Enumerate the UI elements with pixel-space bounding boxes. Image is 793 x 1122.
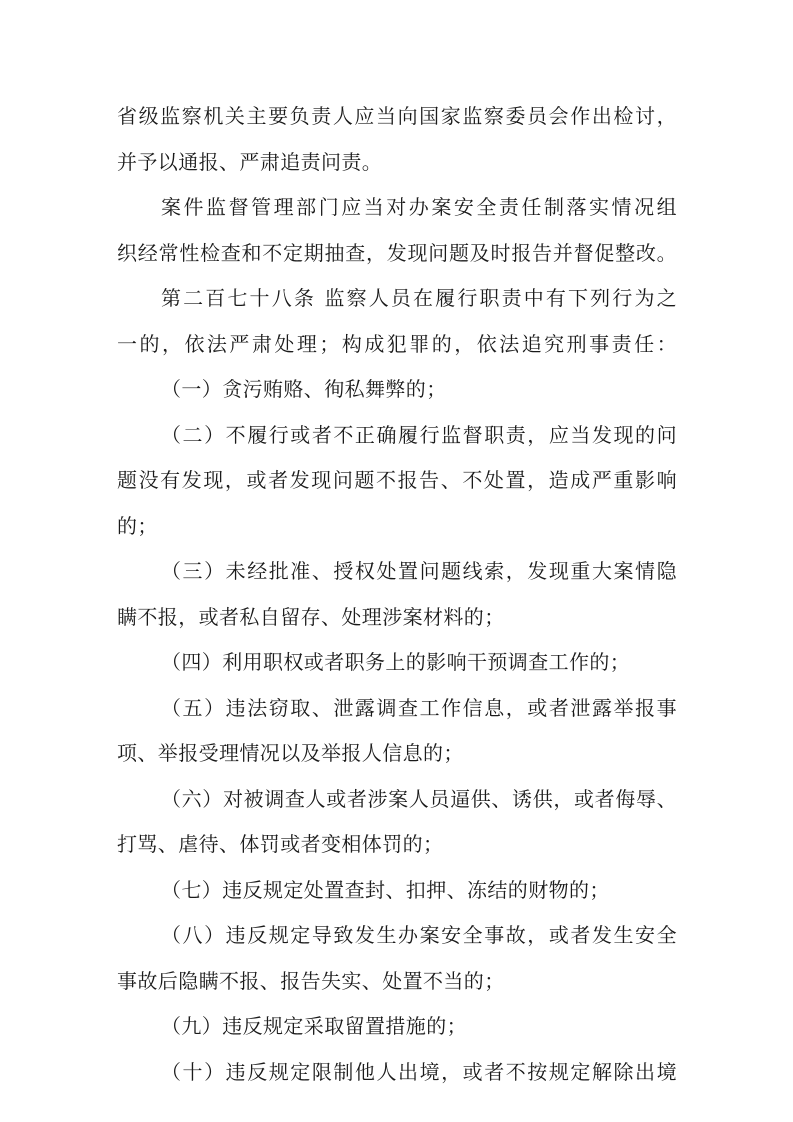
- text-line: 省级监察机关主要负责人应当向国家监察委员会作出检讨，: [117, 104, 677, 128]
- list-item: （二）不履行或者不正确履行监督职责，应当发现的问: [161, 422, 677, 447]
- text-line: 打骂、虐待、体罚或者变相体罚的；: [117, 832, 444, 856]
- article-heading-line: 第二百七十八条 监察人员在履行职责中有下列行为之: [161, 286, 677, 310]
- list-item: （七）违反规定处置查封、扣押、冻结的财物的；: [161, 877, 610, 902]
- list-item: （三）未经批准、授权处置问题线索，发现重大案情隐: [161, 559, 677, 583]
- text-line: 题没有发现，或者发现问题不报告、不处置，造成严重影响: [117, 468, 677, 492]
- list-item: （五）违法窃取、泄露调查工作信息，或者泄露举报事: [161, 695, 677, 720]
- text-line: 并予以通报、严肃追责问责。: [117, 149, 383, 174]
- text-line: 项、举报受理情况以及举报人信息的；: [117, 741, 464, 765]
- list-item: （八）违反规定导致发生办案安全事故，或者发生安全: [161, 923, 677, 947]
- text-line: 一的，依法严肃处理；构成犯罪的，依法追究刑事责任：: [117, 331, 677, 356]
- text-line: 的；: [117, 513, 158, 538]
- list-item: （四）利用职权或者职务上的影响干预调查工作的；: [161, 650, 631, 674]
- text-line: 事故后隐瞒不报、报告失实、处置不当的；: [117, 968, 505, 993]
- list-item: （十）违反规定限制他人出境，或者不按规定解除出境: [161, 1059, 677, 1084]
- text-line: 案件监督管理部门应当对办案安全责任制落实情况组: [161, 195, 677, 219]
- text-line: 织经常性检查和不定期抽查，发现问题及时报告并督促整改。: [117, 240, 677, 265]
- list-item: （九）违反规定采取留置措施的；: [161, 1014, 467, 1038]
- text-line: 瞒不报，或者私自留存、处理涉案材料的；: [117, 604, 505, 629]
- list-item: （一）贪污贿赂、徇私舞弊的；: [161, 377, 447, 401]
- document-body: [117, 94, 677, 1095]
- list-item: （六）对被调查人或者涉案人员逼供、诱供，或者侮辱、: [161, 786, 677, 811]
